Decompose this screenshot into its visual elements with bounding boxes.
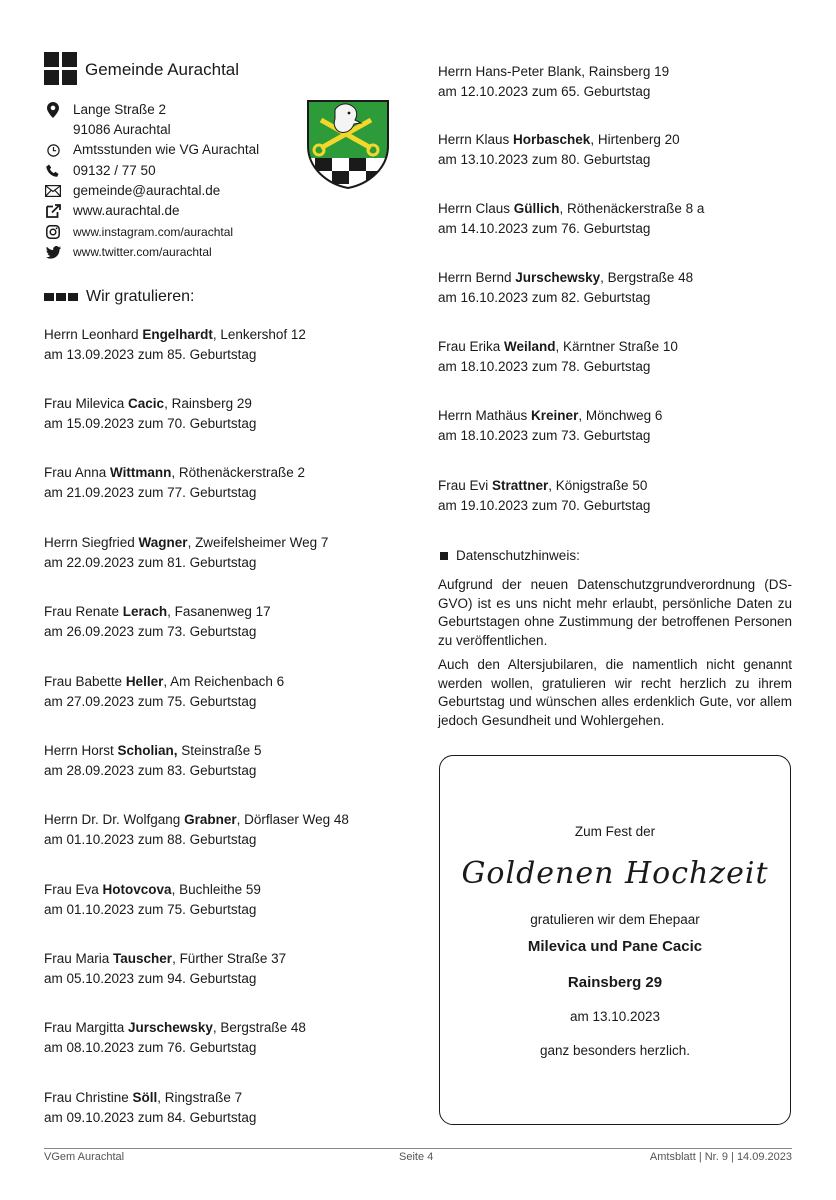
address: , Mönchweg 6	[578, 408, 663, 423]
birthday-name-line	[44, 880, 261, 900]
surname: Strattner	[492, 478, 549, 493]
birthday-entry	[438, 199, 704, 238]
name-prefix: Frau Anna	[44, 465, 111, 480]
surname: Jurschewsky	[515, 270, 601, 285]
birthday-date-line: am 01.10.2023 zum 75. Geburtstag	[44, 901, 257, 917]
anniversary-intro: Zum Fest der	[574, 824, 656, 839]
anniversary-title: Goldenen Hochzeit	[461, 856, 769, 891]
name-prefix: Herrn Dr. Dr. Wolfgang	[44, 812, 185, 827]
address: Steinstraße 5	[177, 743, 262, 758]
name-prefix: Frau Babette	[44, 674, 126, 689]
contact-phone: 09132 / 77 50	[44, 161, 304, 181]
birthday-date-line: am 19.10.2023 zum 70. Geburtstag	[438, 497, 651, 513]
surname: Tauscher	[113, 951, 173, 966]
name-prefix: Herrn Mathäus	[438, 408, 532, 423]
address: , Dörflaser Weg 48	[236, 812, 349, 827]
mail-icon	[44, 183, 62, 199]
birthday-date-line: am 18.10.2023 zum 78. Geburtstag	[438, 358, 651, 374]
name-prefix: Frau Milevica	[44, 396, 129, 411]
address: , Röthenäckerstraße 8 a	[559, 201, 705, 216]
section-title: Wir gratulieren:	[44, 288, 194, 306]
birthday-name-line	[44, 463, 305, 483]
surname: Heller	[125, 674, 164, 689]
birthday-entry	[44, 463, 305, 502]
birthday-entry	[44, 810, 349, 849]
birthday-entry	[44, 1088, 256, 1127]
anniversary-closing: ganz besonders herzlich.	[539, 1043, 691, 1058]
birthday-name-line	[438, 406, 662, 426]
birthday-date-line: am 01.10.2023 zum 88. Geburtstag	[44, 831, 257, 847]
location-pin-icon	[44, 102, 62, 118]
footer-divider	[44, 1148, 792, 1149]
birthday-name-line	[44, 533, 328, 553]
external-link-icon	[44, 203, 62, 219]
birthday-entry	[44, 672, 284, 711]
birthday-date-line: am 16.10.2023 zum 82. Geburtstag	[438, 289, 651, 305]
birthday-name-line	[438, 199, 704, 219]
contact-twitter[interactable]: www.twitter.com/aurachtal	[44, 242, 304, 262]
anniversary-line: gratulieren wir dem Ehepaar	[530, 912, 700, 927]
birthday-name-line	[44, 810, 349, 830]
birthday-date-line: am 27.09.2023 zum 75. Geburtstag	[44, 693, 257, 709]
birthday-entry	[438, 268, 693, 307]
address: , Zweifelsheimer Weg 7	[187, 535, 329, 550]
birthday-name-line	[438, 268, 693, 288]
address: , Röthenäckerstraße 2	[171, 465, 305, 480]
address: , Ringstraße 7	[157, 1090, 243, 1105]
coat-of-arms-image	[305, 98, 391, 190]
surname: Hotovcova	[102, 882, 172, 897]
surname: Cacic	[128, 396, 165, 411]
name-prefix: Frau Eva	[44, 882, 103, 897]
birthday-date-line: am 09.10.2023 zum 84. Geburtstag	[44, 1109, 257, 1125]
birthday-date-line: am 26.09.2023 zum 73. Geburtstag	[44, 623, 257, 639]
instagram-icon	[44, 224, 62, 240]
birthday-date-line: am 15.09.2023 zum 70. Geburtstag	[44, 415, 257, 431]
address: , Am Reichenbach 6	[163, 674, 285, 689]
birthday-entry	[438, 406, 662, 445]
address: , Bergstraße 48	[600, 270, 694, 285]
name-prefix: Herrn Bernd	[438, 270, 516, 285]
name-prefix: Frau Evi	[438, 478, 493, 493]
twitter-icon	[44, 244, 62, 260]
name-prefix: Frau Maria	[44, 951, 114, 966]
birthday-date-line: am 13.10.2023 zum 80. Geburtstag	[438, 151, 651, 167]
birthday-date-line: am 14.10.2023 zum 76. Geburtstag	[438, 220, 651, 236]
address: , Bergstraße 48	[212, 1020, 306, 1035]
address: , Lenkershof 12	[212, 327, 306, 342]
birthday-entry	[438, 337, 678, 376]
contact-address: Lange Straße 2	[44, 100, 304, 120]
anniversary-date: am 13.10.2023	[569, 1009, 661, 1024]
surname: Wagner	[138, 535, 188, 550]
surname: Lerach	[122, 604, 168, 619]
birthday-date-line: am 18.10.2023 zum 73. Geburtstag	[438, 427, 651, 443]
surname: Wittmann	[110, 465, 172, 480]
birthday-date-line: am 21.09.2023 zum 77. Geburtstag	[44, 484, 257, 500]
name-prefix: Herrn Leonhard	[44, 327, 143, 342]
org-name: Gemeinde Aurachtal	[85, 60, 240, 79]
address: , Fasanenweg 17	[167, 604, 271, 619]
address: , Kärntner Straße 10	[555, 339, 678, 354]
contact-hours: Amtsstunden wie VG Aurachtal	[44, 140, 304, 160]
anniversary-address: Rainsberg 29	[567, 974, 663, 991]
phone-icon	[44, 163, 62, 179]
contact-website[interactable]: www.aurachtal.de	[44, 201, 304, 221]
name-prefix: Frau Margitta	[44, 1020, 129, 1035]
birthday-date-line: am 08.10.2023 zum 76. Geburtstag	[44, 1039, 257, 1055]
contact-city: 91086 Aurachtal	[73, 122, 171, 137]
footer-left: VGem Aurachtal	[44, 1151, 125, 1163]
name-prefix: Herrn Hans-Peter Blank, Rainsberg 19	[438, 64, 670, 79]
birthday-entry	[438, 476, 650, 515]
birthday-entry	[438, 130, 680, 169]
name-prefix: Herrn Horst	[44, 743, 118, 758]
name-prefix: Frau Renate	[44, 604, 123, 619]
address: , Fürther Straße 37	[172, 951, 287, 966]
surname: Grabner	[184, 812, 237, 827]
birthday-entry	[44, 533, 328, 572]
birthday-entry	[44, 325, 306, 364]
notice-paragraph-1: Aufgrund der neuen Datenschutzgrundverordnung (DS-GVO) ist es uns nicht mehr erlaubt, persönliche Daten zu Geburtstagen ohne Zustimmung der betroffenen Personen zu veröffentlichen.	[438, 577, 792, 648]
birthday-name-line	[44, 949, 286, 969]
birthday-entry	[44, 394, 256, 433]
anniversary-box	[439, 755, 791, 1125]
birthday-date-line: am 13.09.2023 zum 85. Geburtstag	[44, 346, 257, 362]
surname: Kreiner	[531, 408, 579, 423]
birthday-name-line	[44, 672, 284, 692]
municipality-logo-icon	[44, 52, 77, 85]
name-prefix: Frau Erika	[438, 339, 505, 354]
birthday-name-line	[438, 62, 669, 82]
birthday-name-line	[438, 130, 680, 150]
name-prefix: Frau Christine	[44, 1090, 133, 1105]
contact-instagram[interactable]: www.instagram.com/aurachtal	[44, 222, 304, 242]
address: , Hirtenberg 20	[590, 132, 680, 147]
birthday-name-line	[44, 1088, 256, 1108]
footer-right: Amtsblatt | Nr. 9 | 14.09.2023	[649, 1151, 792, 1163]
address: , Buchleithe 59	[171, 882, 261, 897]
birthday-name-line	[438, 337, 678, 357]
birthday-entry	[44, 741, 262, 780]
name-prefix: Herrn Klaus	[438, 132, 514, 147]
birthday-date-line: am 12.10.2023 zum 65. Geburtstag	[438, 83, 651, 99]
birthday-name-line	[438, 476, 650, 496]
birthday-name-line	[44, 1018, 306, 1038]
birthday-date-line: am 05.10.2023 zum 94. Geburtstag	[44, 970, 257, 986]
birthday-entry	[44, 880, 261, 919]
birthday-name-line	[44, 394, 256, 414]
surname: Güllich	[513, 201, 560, 216]
name-prefix: Herrn Siegfried	[44, 535, 139, 550]
surname: Scholian,	[117, 743, 178, 758]
surname: Söll	[132, 1090, 158, 1105]
address: , Königstraße 50	[548, 478, 648, 493]
birthday-entry	[438, 62, 669, 101]
birthday-date-line: am 28.09.2023 zum 83. Geburtstag	[44, 762, 257, 778]
birthday-name-line	[44, 325, 306, 345]
address: , Rainsberg 29	[164, 396, 252, 411]
birthday-date-line: am 22.09.2023 zum 81. Geburtstag	[44, 554, 257, 570]
surname: Jurschewsky	[128, 1020, 213, 1035]
birthday-name-line	[44, 741, 262, 761]
birthday-entry	[44, 1018, 306, 1057]
birthday-entry	[44, 949, 286, 988]
footer-page-number: Seite 4	[399, 1151, 434, 1163]
birthday-name-line	[44, 602, 271, 622]
birthday-entry	[44, 602, 271, 641]
notice-title: Datenschutzhinweis:	[440, 548, 580, 563]
contact-email[interactable]: gemeinde@aurachtal.de	[44, 181, 304, 201]
surname: Engelhardt	[142, 327, 213, 342]
name-prefix: Herrn Claus	[438, 201, 514, 216]
anniversary-couple: Milevica und Pane Cacic	[527, 938, 703, 955]
surname: Weiland	[504, 339, 556, 354]
surname: Horbaschek	[513, 132, 591, 147]
clock-icon	[44, 142, 62, 158]
notice-paragraph-2: Auch den Altersjubilaren, die namentlich nicht genannt werden wollen, gratulieren wir recht herzlich zu ihrem Geburtstag und wünschen alles erdenklich Gute, vor allem jedoch Gesundheit und Wohlergehen.	[438, 657, 792, 728]
